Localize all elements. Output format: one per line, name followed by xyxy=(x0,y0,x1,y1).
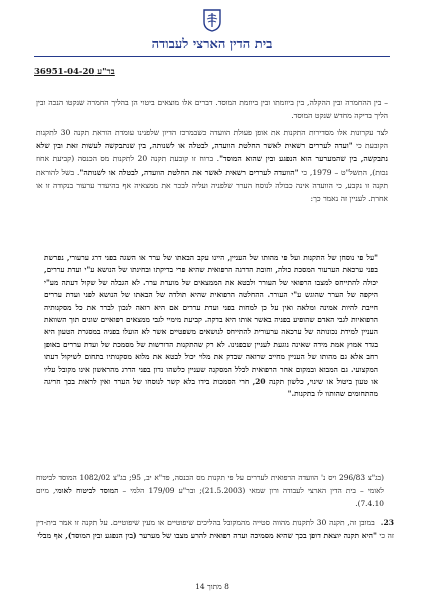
case-number: בר"ע 36951-04-20 xyxy=(34,67,115,77)
regulation-30-quote: "ועדה לעררים רשאית לאשר החלטת הוועדה, לבטלה או לשנותה, בין שנתבקשה לעשות זאת ובין שלא נתבקשה, בין שהמערער הוא הנפגע ובין שהוא המוסד" xyxy=(36,141,388,164)
page-number: 8 מתוך 14 xyxy=(195,582,229,591)
paragraph-regulations-part: . בשל להוראת תקנה זו נקבע, כי הוועדה אינה כבולה לנוסח הערר שלפניה ועליה לבכר את ממצאיה אף בהיעדר ערעור בנקודה זו או אחרת. לעניין זה נאמר כך: xyxy=(36,167,388,204)
block-quote: "על פי נוסחן של התקנות ועל פי מהותו של העניין, היינו עקב הבאתו של ערר או השגה בפני דרג ערעורי, נפרשת בפני ערכאת הערעור המסכת כולה, וחובת הדרגה הרפואית שהיא פרי בדיקתו ובחינתו של הנושא ע"י ועדת עררים, יכולה להתייחס למצבו הרפואי של העורר ולבטא את הממצאים של מועדת ערר. לא הגבלה של שקול דעתה מע"י היקפה של הערר שהוגש ע"י העורר. ההחלטה הרפואית שהיא תולדה של הבאתו של הנושא לפני ועדת עררים חייבת להיות אמינה ומלאה ואין על כן למחות בפני ועדת עררים אם היא רואה לנכון לברר את כל מסקנותיה הרפואיות לגבי האדם שהופיע בפניה באשר אותו היא בדקה. קביעת מימיי לגבי ממצאים רפואיים שונים תוך השוואת העניין למידת נכונותה של ערכאה ערעורית להתייחס לנושאים משפטיים אשר לא הועלו בפניה במסגרת הטעון היא בגדר אמוץ אמת מידה שאינה נוגעת לעניין שבפנינו. לא רק שהתקנות הדורשות של מסמכת של ועדת עררים באופן רחב אלא גם מהותו של העניין מחייב שרואה שבדק את מלוי יכול לבטא את מלוא מסקנותיו בתחום לשיקול דעתו המקצועי. גם המבוא ובמקום אחר הרפואית לכלל המסקנה שעניין כלשהו נדון בפני הדרג מהראשון אינו מקובל עליו או טעון ביטול או שינוי, כלשון תקנה 20, חרי הסמכות בידו בלא קשר לנוסחו של הערר ואין לראות בכך חריגה מהתחומים שהותוו לו בתקנות." xyxy=(44,253,379,399)
paragraph-intro: – בין ההחמרה ובין ההקלה, בין ביוזמתו ובין ביוזמת המוסד. דברים אלו מוצאים ביטוי הן בהליך החמרה שנקטו הנכה ובין הליך בדיקה מחדש שנקט המוסד. xyxy=(36,98,388,121)
paragraph-number: 23. xyxy=(380,518,395,527)
court-name: בית הדין הארצי לעבודה xyxy=(151,37,273,52)
header-divider xyxy=(34,56,390,57)
citation-party: המוסד לביטוח לאומי xyxy=(55,486,119,495)
paragraph-23-text: במובן זה, תקנה 30 לתקנות מהווה סטייה מהמקובל בהליכים שיפוטיים או מעין שיפוטיים. על תקנה זו אמר בית-דין זה כי xyxy=(36,518,394,541)
paragraph-23 xyxy=(36,516,394,542)
citation-part: (בג"צ 296/83 ויס נ' הוועדה הרפואית לעררים על פי תקנות מס הכנסה, פד"א יב, 95; בג"צ 1082/02 המוסד לביטוח לאומי – בית הדין הארצי לעבודה ורון שמאי (21.5.2003); ובר"ע 179/09 הלמי – xyxy=(36,473,384,495)
paragraph-23-quote: "היא תקנה יוצאת דופן בכך שהיא מסמיכה ועדה רפואית להרע מצבו של מערער (בין הנפגע ובין המוסד), אף מבלי xyxy=(37,531,377,541)
citation-part: , מיום 7.4.10). xyxy=(36,486,384,508)
paragraph-regulations-part: . ברוח זו קובעת תקנה 20 לתקנות מס הכנסה (קביעת אחוז נכות), התשל"ט – 1979, כי xyxy=(36,154,388,177)
regulation-20-quote: "הוועדה לעררים רשאית לאשר את החלטת הוועדה, לבטלה או לשנותה" xyxy=(79,167,299,177)
paragraph-regulations xyxy=(36,126,388,205)
case-citation xyxy=(36,471,384,510)
paragraph-regulations-part: לצד עקרונות אלו מסדירות התקנות את אופן פעולת הוועדה כשבמרכז הדיון שלפנינו עומדת הוראת תקנה 30 לתקנות הקובעת כי xyxy=(36,128,388,151)
state-emblem-icon xyxy=(202,8,222,32)
